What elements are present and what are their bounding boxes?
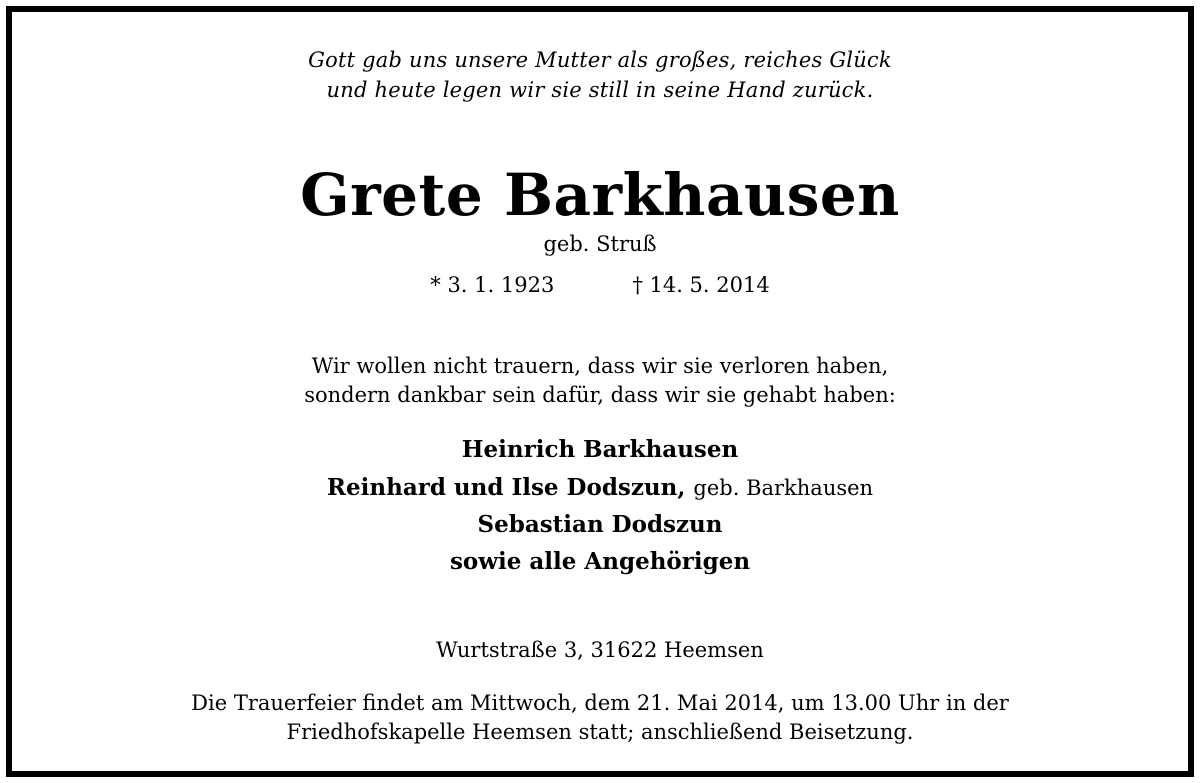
mourner-2 <box>0 476 1200 499</box>
mourner-1: Heinrich Barkhausen <box>461 436 739 463</box>
family-address: Wurtstraße 3, 31622 Heemsen <box>436 638 764 662</box>
birth-date: * 3. 1. 1923 <box>430 273 555 297</box>
mourner-2-maiden-name: geb. Barkhausen <box>693 476 874 500</box>
mourner-4: sowie alle Angehörigen <box>449 548 751 575</box>
life-dates <box>0 275 1200 296</box>
service-line-1: Die Trauerfeier findet am Mittwoch, dem 21. Mai 2014, um 13.00 Uhr in der <box>191 691 1009 715</box>
service-line-2: Friedhofskapelle Heemsen statt; anschließend Beisetzung. <box>286 720 914 744</box>
verse-line-1: Wir wollen nicht trauern, dass wir sie verloren haben, <box>311 354 889 378</box>
mourner-2-name: Reinhard und Ilse Dodszun, <box>326 474 686 501</box>
death-date: † 14. 5. 2014 <box>632 273 770 297</box>
deceased-name: Grete Barkhausen <box>300 161 900 229</box>
maiden-name: geb. Struß <box>543 232 657 256</box>
verse-line-2: sondern dankbar sein dafür, dass wir sie gehabt haben: <box>304 383 896 407</box>
mourner-3: Sebastian Dodszun <box>477 511 723 538</box>
motto-line-1: Gott gab uns unsere Mutter als großes, reiches Glück <box>308 48 892 72</box>
motto-line-2: und heute legen wir sie still in seine Hand zurück. <box>326 78 874 102</box>
